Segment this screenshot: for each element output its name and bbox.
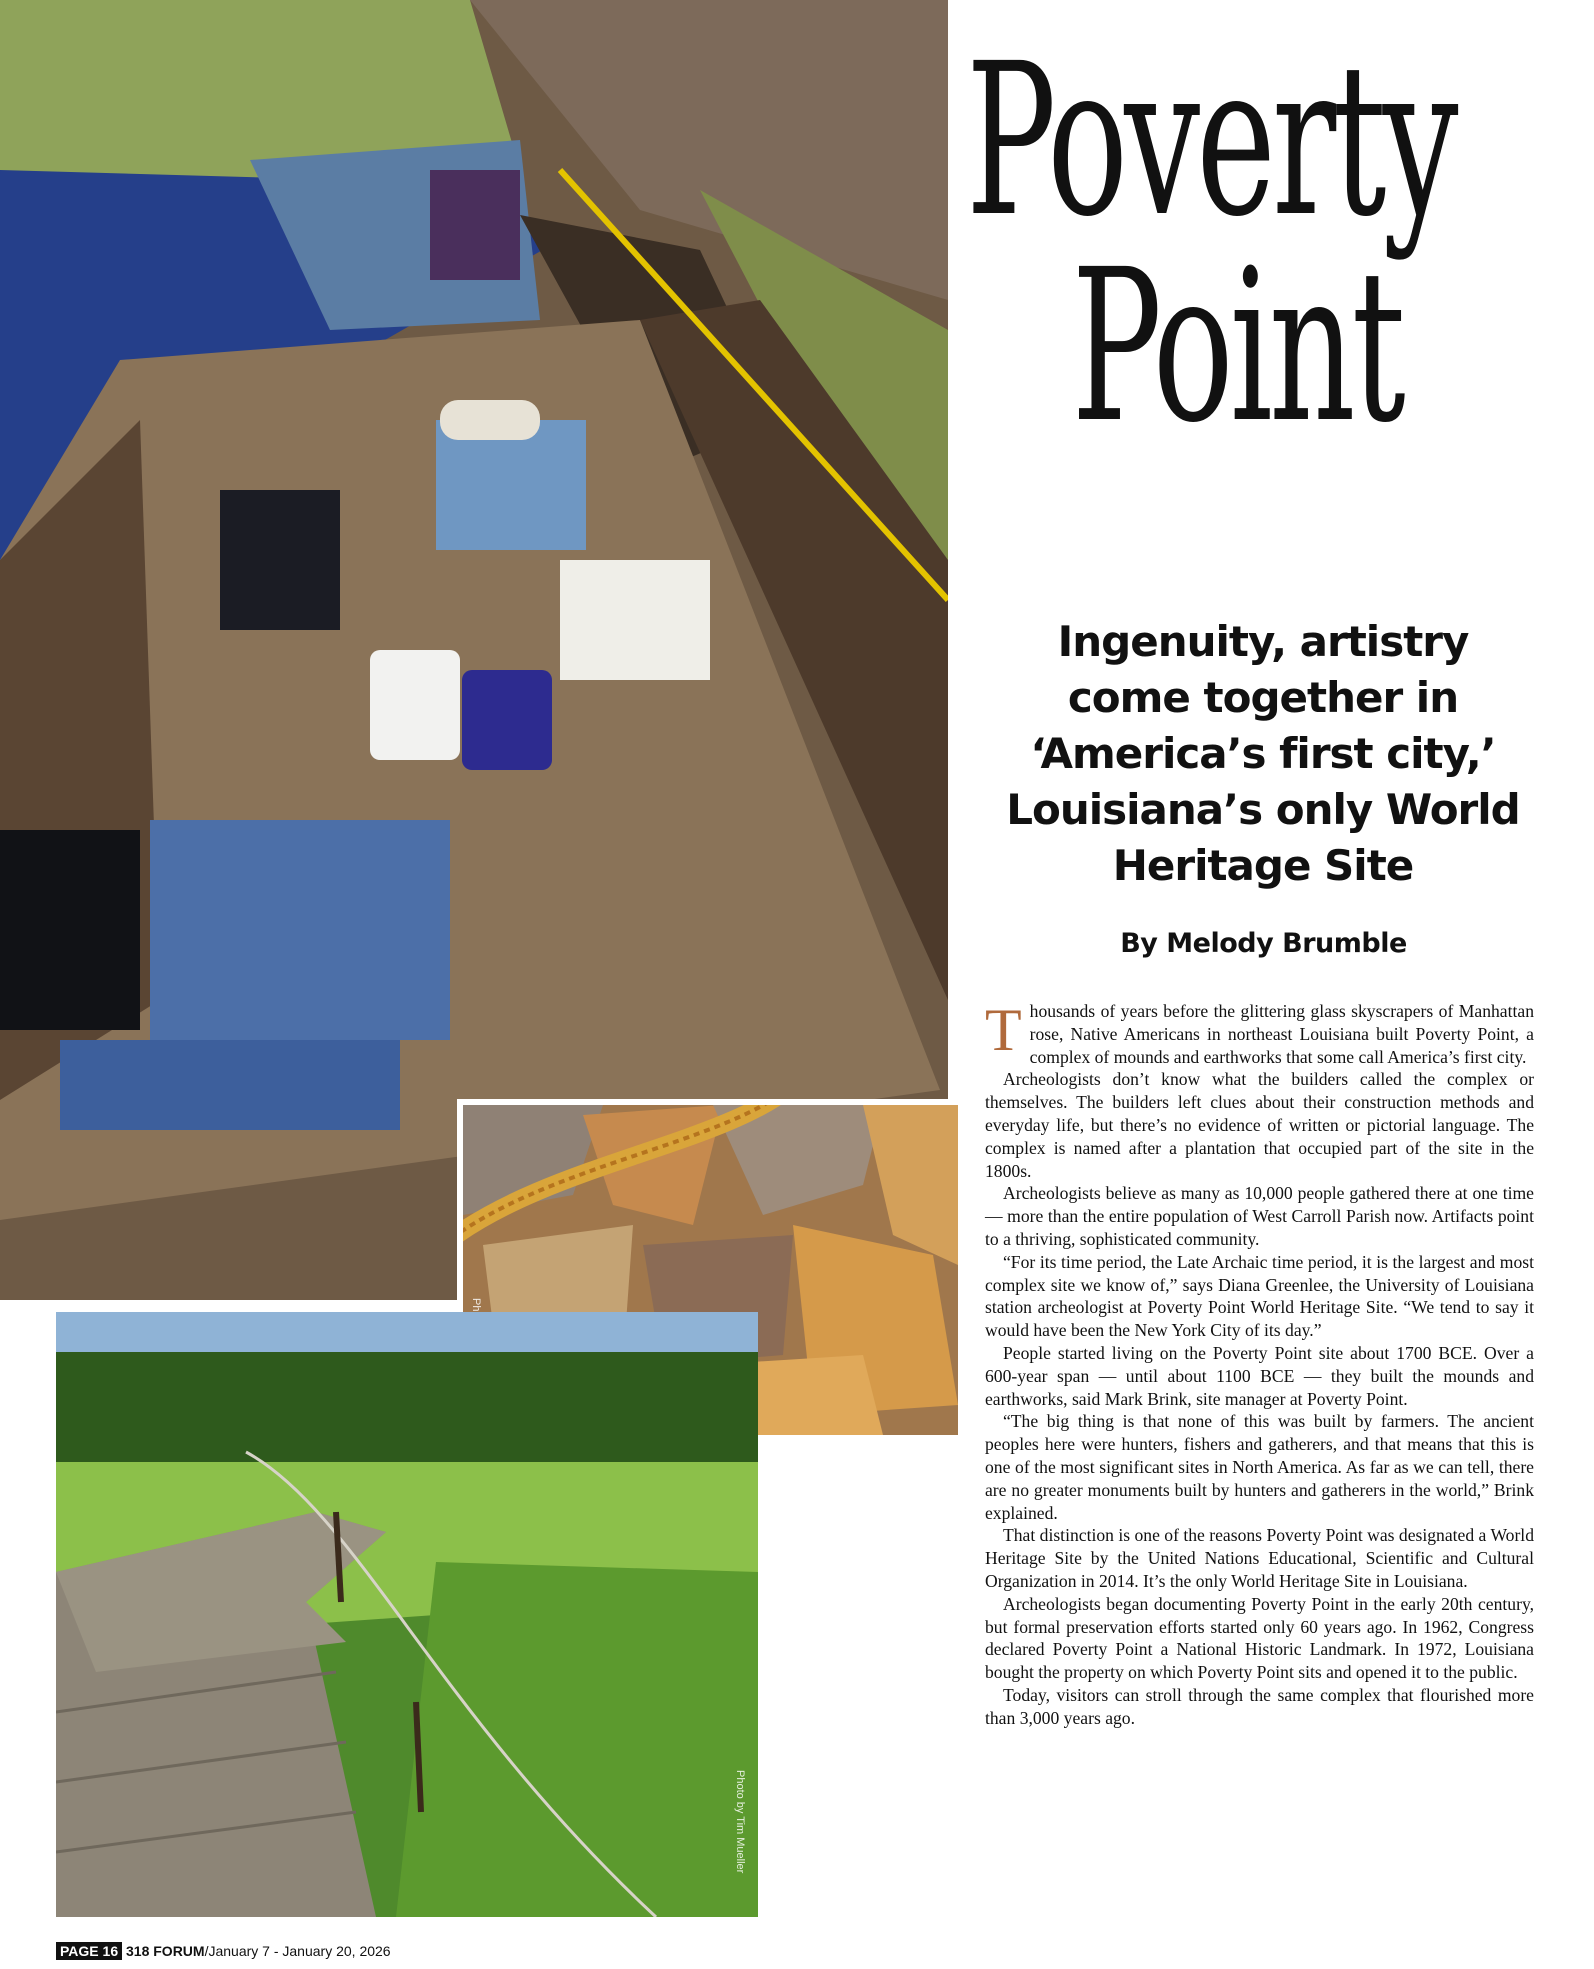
article-paragraph: “For its time period, the Late Archaic time period, it is the largest and most complex site we know of,” says Diana Greenlee, the University of Louisiana station archeologist at Poverty Point World Heritage Site. “We tend to say it would have been the New York City of its day.” (985, 1251, 1534, 1341)
subheadline: Ingenuity, artistry come together in ‘America’s first city,’ Louisiana’s only World Heritage Site (1006, 617, 1520, 890)
publication-name: 318 FORUM (126, 1943, 205, 1959)
article-paragraph: Archeologists believe as many as 10,000 people gathered there at one time — more than the entire population of West Carroll Parish now. Artifacts point to a thriving, sophisticated community. (985, 1183, 1534, 1249)
article-paragraph-text: housands of years before the glittering glass skyscrapers of Manhattan rose, Native Americans in northeast Louisiana built Poverty Point, a complex of mounds and earthworks that some call America’s first city. (1029, 1001, 1534, 1067)
walkway-photo (56, 1312, 758, 1917)
headline-line-1: Poverty (966, 18, 1455, 263)
drop-cap: T (985, 997, 1022, 1063)
article-paragraph: Archeologists don’t know what the builders called the complex or themselves. The builders left clues about their construction methods and everyday life, but there’s no evidence of written or pictorial language. The complex is named after a plantation that occupied part of the site in the 1800s. (985, 1069, 1534, 1181)
page-footer (56, 1943, 391, 1959)
headline-line-2: Point (1071, 223, 1402, 469)
article-paragraph: Archeologists began documenting Poverty Point in the early 20th century, but formal preservation efforts started only 60 years ago. In 1962, Congress declared Poverty Point a National Historic Landmark. In 1972, Louisiana bought the property on which Poverty Point sits and opened it to the public. (985, 1593, 1534, 1683)
walkway-photo-credit: Photo by Tim Mueller (734, 1770, 746, 1874)
page-number: PAGE 16 (56, 1942, 122, 1960)
article-paragraph: That distinction is one of the reasons Poverty Point was designated a World Heritage Site by the United Nations Educational, Scientific and Cultural Organization in 2014. It’s the only World Heritage Site in Louisiana. (985, 1525, 1534, 1591)
article-paragraph: People started living on the Poverty Point site about 1700 BCE. Over a 600-year span — until about 1100 BCE — they built the mounds and earthworks, said Mark Brink, site manager at Poverty Point. (985, 1342, 1534, 1409)
byline: By Melody Brumble (1120, 928, 1407, 959)
article-paragraph: “The big thing is that none of this was built by farmers. The ancient peoples here were hunters, fishers and gatherers, and that means that this is one of the most significant sites in North America. As far as we can tell, there are no greater monuments built by hunters and gatherers in the world,” Brink explained. (985, 1411, 1534, 1523)
article-paragraph (985, 997, 1534, 1068)
issue-dates: /January 7 - January 20, 2026 (204, 1943, 391, 1959)
article-body (985, 997, 1534, 1730)
article-paragraph: Today, visitors can stroll through the same complex that flourished more than 3,000 years ago. (985, 1684, 1534, 1728)
headline (966, 18, 1455, 469)
